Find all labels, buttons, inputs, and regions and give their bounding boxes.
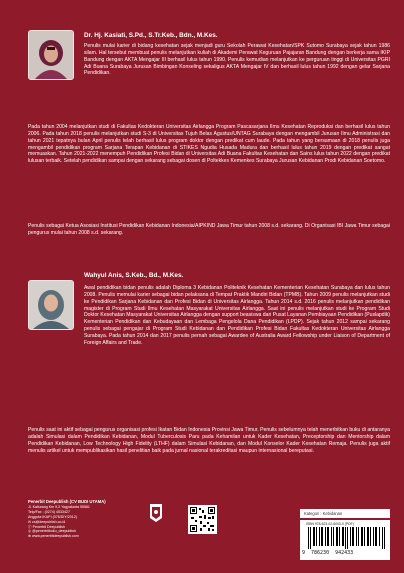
facebook-icon: ⓕ	[28, 524, 33, 529]
publisher-name: Penerbit Deepublish (CV BUDI UTAMA)	[28, 499, 106, 504]
publisher-social-1: ⓕ Penerbit Deepublish	[28, 524, 65, 529]
author-section-1	[28, 30, 390, 240]
publisher-web: ⊕ www.penerbitdeepublish.com	[28, 534, 79, 539]
author-1-paragraph-3: Penulis sebagai Ketua Asosiasi Institusi Pendidikan Kebidanan Indonesia/AIPKIND Jawa Timur tahun 2008 s.d. sekarang. Di Organisasi IBI Jawa Timur sebagai pengurus mulai tahun 2008 s.d. sekarang.	[28, 223, 390, 236]
barcode-icon	[308, 527, 386, 549]
category-label: Kategori : Kebidanan	[300, 509, 390, 518]
email-icon: ✉	[28, 519, 33, 524]
author-name-1: Dr. Hj. Kasiati, S.Pd., S.Tr.Keb., Bdn., M.Kes.	[84, 32, 218, 39]
author-name-2: Wahyul Anis, S.Keb., Bd., M.Kes.	[84, 272, 184, 279]
isbn-text: ISBN 978-623-02-6000-0 (PDF)	[306, 522, 354, 526]
publisher-email: ✉ cs@deepublish.co.id	[28, 519, 66, 524]
publisher-logo-icon	[148, 502, 164, 524]
globe-icon: ⊕	[28, 534, 33, 539]
author-photo-2	[28, 280, 74, 330]
author-2-paragraph-1: Awal pendidikan bidan penulis adalah Diploma 3 Kebidanan Politeknik Kesehatan Kementerian Kesehatan Surabaya dan lulus tahun 2008. Penulis memulai karier sebagai bidan pelaksana di Tempat Praktik Mandiri Bidan (TPMB). Tahun 2009 penulis melanjutkan studi ke Pendidikan Sarjana Kebidanan dan Profesi Bidan di Universitas Airlangga. Tahun 2014 s.d. 2016 penulis melanjutkan pendidikan magister di Program Studi Ilmu Kesehatan Masyarakat Universitas Airlangga. Saat ini penulis melanjutkan studi ke Program Studi Doktor Kesehatan Masyarakat Universitas Airlangga dengan support beasiswa dari Pusat Layanan Pembiayaan Pendidikan (Puslapdik) Kementerian Pendidikan dan Kebudayaan dan Lembaga Pengelola Dana Pendidikan (LPDP). Sejak tahun 2012 sampai sekarang penulis sebagai pengajar di Program Studi Kebidanan dan Pendidikan Profesi Bidan Fakultas Kedokteran Universitas Airlangga Surabaya. Pada tahun 2014 dan 2017 penulis pernah sebagai Awardee of Australia Award Fellowship under Liaison of Department of Foreign Affairs and Trade.	[84, 285, 390, 346]
author-1-paragraph-1: Penulis mulai karier di bidang kesehatan sejak menjadi guru Sekolah Perawat Kesehatan/SPK Sutomo Surabaya sejak tahun 1986 silam. Hal tersebut membuat penulis melanjutkan kuliah di Akademi Perawat Keguruan Pajajaran Bandung dengan berkerja sama IKIP Bandung dengan AKTA Mengajar III berhasil lulus tahun 1990. Penulis kemudian melanjutkan ke perguruan tinggi di Universitas PGRI Adi Buana Surabaya Jurusan Bimbingan Konseling sekaligus AKTA Mengajar IV dan berhasil lulus tahun 1992 dengan gelar Sarjana Pendidikan.	[84, 43, 390, 77]
instagram-icon: ◎	[28, 529, 33, 534]
barcode-digits: 9 786230 942433	[302, 550, 354, 556]
publisher-phone: Telp/Fax : (0274) 4533427	[28, 509, 70, 514]
publisher-member: Anggota IKAPI (076/DIY/2012)	[28, 514, 77, 519]
cover-footer	[0, 498, 404, 573]
publisher-social-2: ◎ @penerbitbuku_deepublish	[28, 529, 76, 534]
qr-code-icon	[188, 505, 217, 534]
author-section-2	[28, 270, 390, 495]
isbn-barcode	[300, 520, 390, 560]
publisher-address: Jl. Kaliurang Km 9,3 Yogyakarta 55581	[28, 504, 90, 509]
author-2-paragraph-2: Penulis saat ini aktif sebagai pengurus organisasi profesi Ikatan Bidan Indonesia Provinsi Jawa Timur. Penulis sebelumnya telah menerbitkan buku di antaranya adalah Simulasi dalam Pendidikan Kebidanan, Modul Tuberculosis Paru pada Kehamilan untuk Kader Kesehatan, Preceptorship dan Mentorship dalam Pendidikan Kebidanan, Low Technology High Fidelity (LTHF) dalam Simulasi Kebidanan, dan Modul Konselor Kader Kesehatan Remaja. Penulis juga aktif menulis artikel untuk mempublikasikan hasil penelitian baik pada jurnal nasional terakreditasi maupun internasional bereputasi.	[28, 427, 390, 454]
author-photo-1	[28, 30, 74, 80]
author-1-paragraph-2: Pada tahun 2004 melanjutkan studi di Fakultas Kedokteran Universitas Airlangga Program Pascasarjana Ilmu Kesehatan Reproduksi dan berhasil lulus tahun 2006. Pada tahun 2018 penulis melanjutkan studi S-3 di Universitas Tujuh Belas Agustus/UNTAG Surabaya dengan mengambil Jurusan Ilmu Administrasi dan tahun 2021 tepatnya bulan April penulis telah berhasil lulus program doktor dengan predikat cum laude. Pada tahun yang bersamaan di 2018 penulis juga mengambil pendidikan program Sarjana Terapan Kebidanan di STIKES Ngudia Husada Madura dan berhasil lulus tahun 2019 dengan predikat sangat memuaskan. Tahun 2021-2022 menempuh Pendidikan Profesi Bidan di Universitas Adi Buana Fakultas Kesehatan dan Sains lulus tahun 2022 dengan predikat lulusan terbaik. Setelah pendidikan sampai dengan sekarang sebagai dosen di Poltekkes Kemenkes Surabaya Jurusan Kebidanan Prodi Kebidanan Soetomo.	[28, 124, 390, 165]
